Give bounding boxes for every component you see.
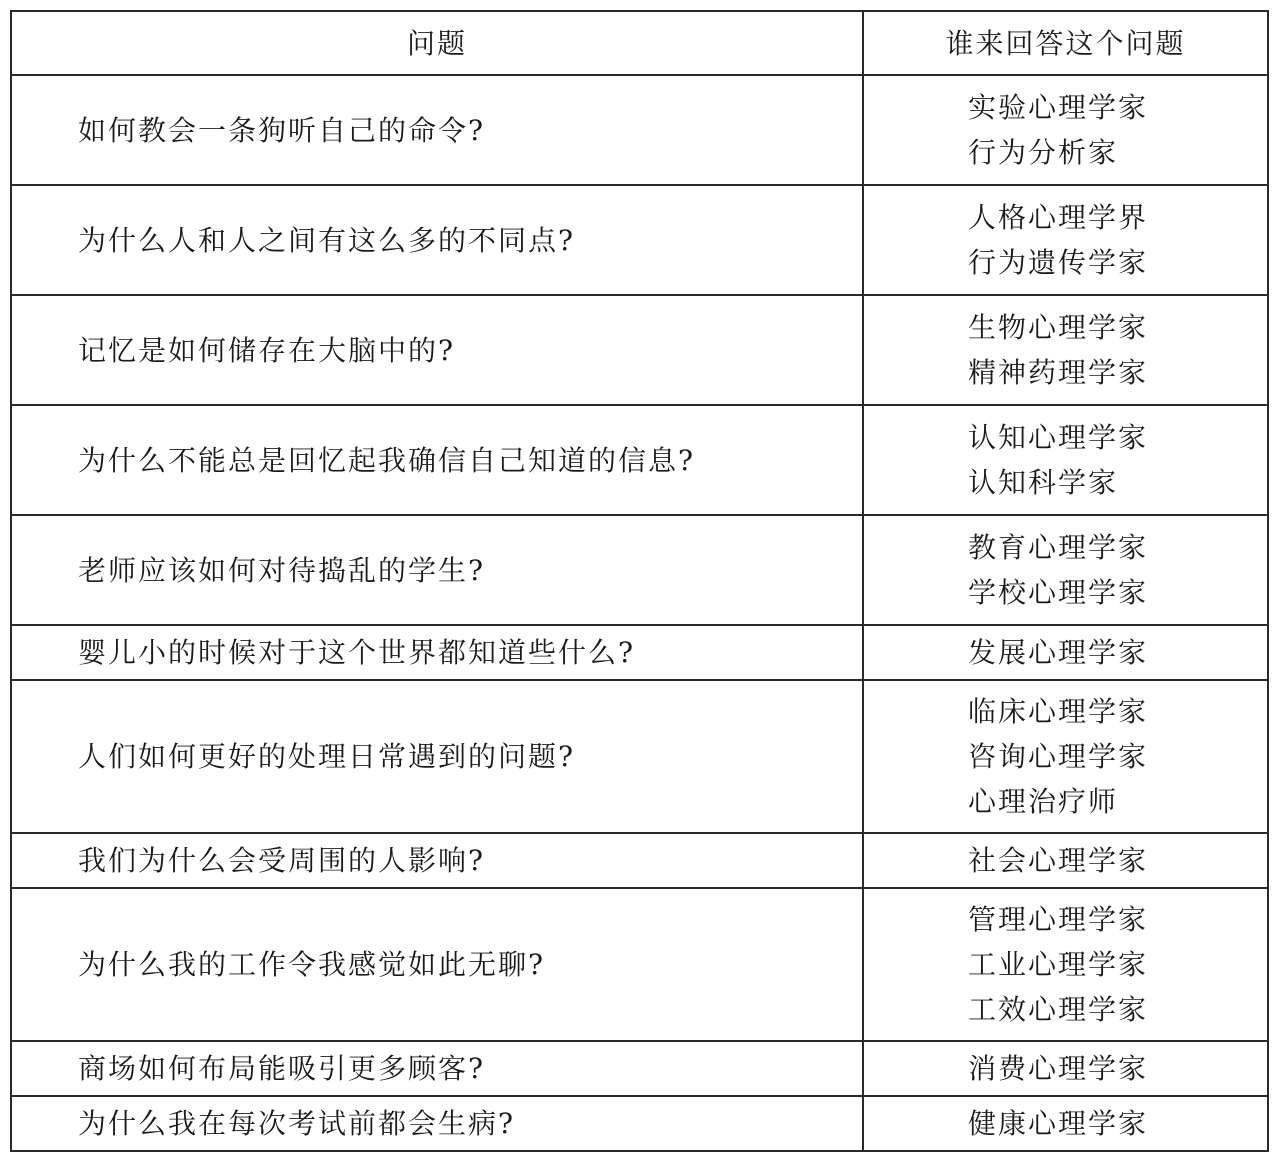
answerer-cell	[863, 405, 1268, 515]
table-row	[11, 515, 1268, 625]
question-cell: 婴儿小的时候对于这个世界都知道些什么?	[11, 625, 863, 680]
answerer-name: 健康心理学家	[968, 1107, 1149, 1140]
answerer-name: 人格心理学界	[968, 201, 1149, 234]
question-cell: 为什么我在每次考试前都会生病?	[11, 1096, 863, 1151]
answerer-cell	[863, 1096, 1268, 1151]
table-row	[11, 888, 1268, 1041]
answerer-name: 工效心理学家	[968, 993, 1149, 1026]
answerer-cell	[863, 185, 1268, 295]
header-row	[11, 11, 1268, 75]
table-row	[11, 1041, 1268, 1096]
answerer-name: 临床心理学家	[968, 695, 1149, 728]
answerer-cell	[863, 75, 1268, 185]
answerer-name: 认知科学家	[968, 466, 1119, 499]
table-row	[11, 680, 1268, 833]
question-cell: 老师应该如何对待捣乱的学生?	[11, 515, 863, 625]
header-question: 问题	[11, 11, 863, 75]
question-cell: 为什么不能总是回忆起我确信自己知道的信息?	[11, 405, 863, 515]
psychology-questions-table	[10, 10, 1269, 1152]
answerer-name: 精神药理学家	[968, 356, 1149, 389]
answerer-name: 生物心理学家	[968, 311, 1149, 344]
question-cell: 如何教会一条狗听自己的命令?	[11, 75, 863, 185]
answerer-cell	[863, 680, 1268, 833]
table-row	[11, 295, 1268, 405]
answerer-name: 行为分析家	[968, 136, 1119, 169]
table-row	[11, 75, 1268, 185]
answerer-name: 工业心理学家	[968, 948, 1149, 981]
header-answerer: 谁来回答这个问题	[863, 11, 1268, 75]
answerer-name: 管理心理学家	[968, 903, 1149, 936]
answerer-name: 社会心理学家	[968, 844, 1149, 877]
table-row	[11, 185, 1268, 295]
question-cell: 记忆是如何储存在大脑中的?	[11, 295, 863, 405]
answerer-name: 认知心理学家	[968, 421, 1149, 454]
answerer-name: 发展心理学家	[968, 636, 1149, 669]
answerer-name: 消费心理学家	[968, 1052, 1149, 1085]
answerer-name: 心理治疗师	[968, 785, 1119, 818]
question-cell: 商场如何布局能吸引更多顾客?	[11, 1041, 863, 1096]
answerer-cell	[863, 625, 1268, 680]
answerer-name: 咨询心理学家	[968, 740, 1149, 773]
table-row	[11, 1096, 1268, 1151]
table-row	[11, 833, 1268, 888]
answerer-cell	[863, 295, 1268, 405]
question-cell: 为什么人和人之间有这么多的不同点?	[11, 185, 863, 295]
table-row	[11, 405, 1268, 515]
answerer-cell	[863, 833, 1268, 888]
answerer-cell	[863, 888, 1268, 1041]
answerer-cell	[863, 1041, 1268, 1096]
table-row	[11, 625, 1268, 680]
question-cell: 为什么我的工作令我感觉如此无聊?	[11, 888, 863, 1041]
question-cell: 我们为什么会受周围的人影响?	[11, 833, 863, 888]
answerer-name: 学校心理学家	[968, 576, 1149, 609]
answerer-name: 实验心理学家	[968, 91, 1149, 124]
answerer-name: 教育心理学家	[968, 531, 1149, 564]
answerer-name: 行为遗传学家	[968, 246, 1149, 279]
answerer-cell	[863, 515, 1268, 625]
question-cell: 人们如何更好的处理日常遇到的问题?	[11, 680, 863, 833]
